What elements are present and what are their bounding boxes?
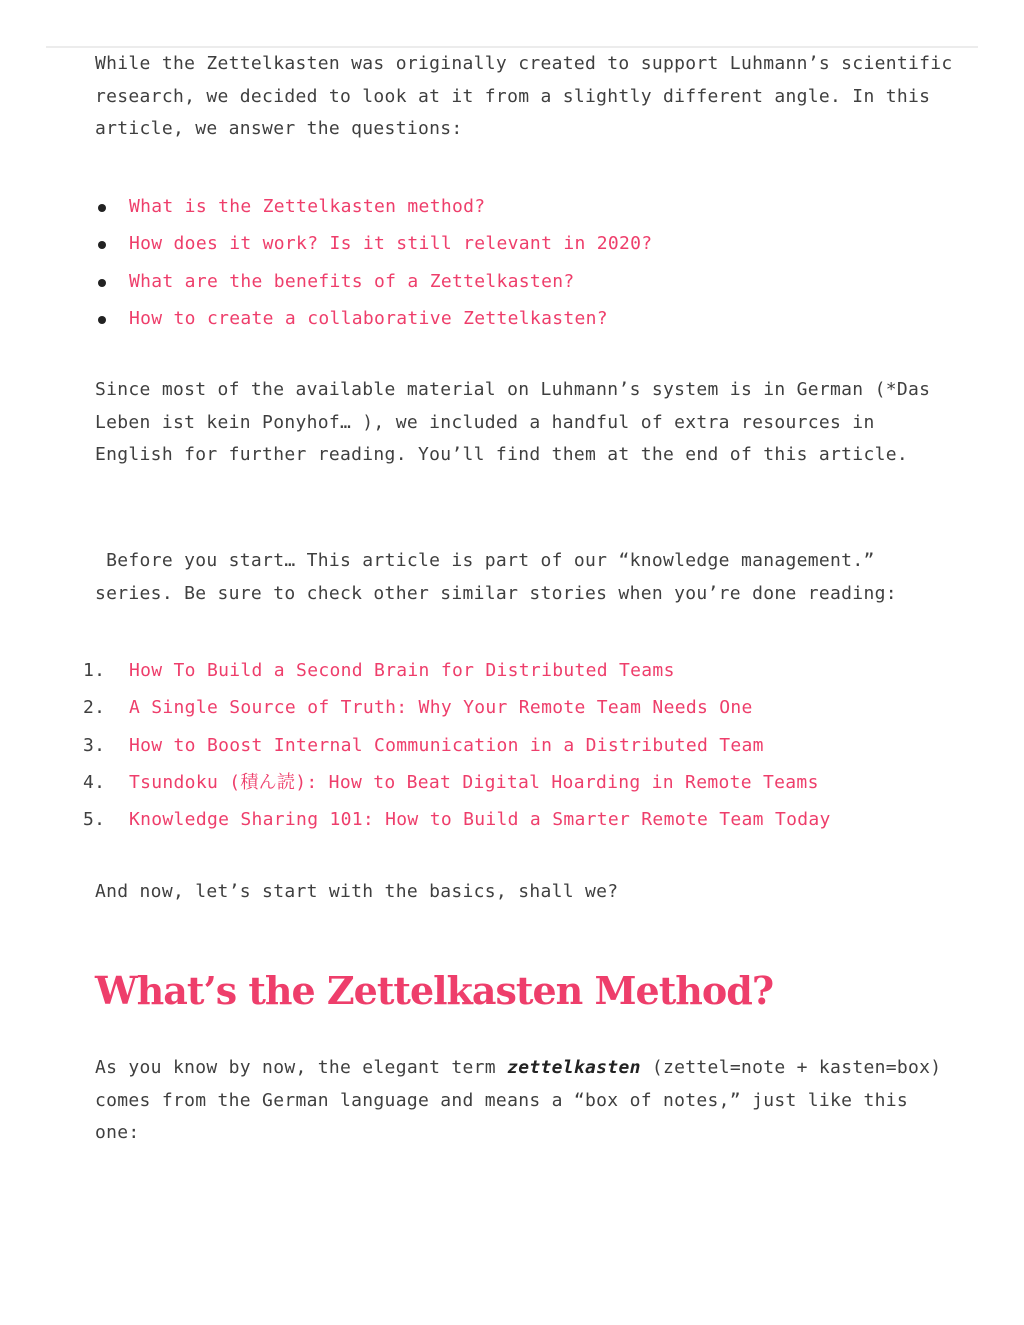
german-note-paragraph: Since most of the available material on Luhmann’s system is in German (*Das Leben ist kein Ponyhof… ), we included a handful of extra resources in English for further reading. You’ll find them at the end of this article. — [95, 379, 931, 465]
intro-paragraph: While the Zettelkasten was originally created to support Luhmann’s scientific research, we decided to look at it from a slightly different angle. In this article, we answer the questions: — [95, 53, 953, 139]
section-heading: What’s the Zettelkasten Method? — [95, 968, 774, 1013]
list-item — [83, 727, 831, 764]
list-number: 5. — [83, 809, 106, 831]
series-note-paragraph: Before you start… This article is part of our “knowledge management.” series. Be sure to check other similar stories when you’re done reading: — [95, 550, 897, 604]
questions-list — [95, 188, 652, 337]
series-link-5[interactable]: Knowledge Sharing 101: How to Build a Smarter Remote Team Today — [129, 809, 831, 831]
section-text-after: (zettel=note + kasten=box) comes from the German language and means a “box of notes,” just like this one: — [95, 1057, 942, 1143]
transition-paragraph: And now, let’s start with the basics, shall we? — [95, 881, 619, 902]
question-link-1[interactable]: What is the Zettelkasten method? — [129, 196, 486, 217]
question-link-3[interactable]: What are the benefits of a Zettelkasten? — [129, 270, 575, 292]
list-number: 1. — [83, 660, 106, 681]
list-item — [95, 300, 652, 337]
list-item — [95, 188, 652, 225]
question-link-2[interactable]: How does it work? Is it still relevant in 2020? — [129, 233, 653, 255]
list-item — [95, 263, 652, 300]
list-item — [95, 225, 652, 262]
section-text-before: As you know by now, the elegant term — [95, 1057, 508, 1078]
bullet-icon — [98, 241, 106, 249]
question-link-4[interactable]: How to create a collaborative Zettelkasten? — [129, 307, 608, 329]
series-link-3[interactable]: How to Boost Internal Communication in a Distributed Team — [129, 734, 764, 756]
series-link-1[interactable]: How To Build a Second Brain for Distributed Teams — [129, 660, 675, 681]
section-paragraph — [95, 1052, 955, 1150]
bullet-icon — [98, 279, 106, 287]
zettelkasten-term: zettelkasten — [507, 1057, 641, 1078]
series-link-4[interactable]: Tsundoku (積ん読): How to Beat Digital Hoarding in Remote Teams — [129, 771, 819, 793]
list-item — [83, 652, 831, 689]
list-item — [83, 764, 831, 801]
list-item — [83, 689, 831, 726]
list-number: 3. — [83, 734, 106, 756]
bullet-icon — [98, 204, 106, 212]
list-number: 2. — [83, 697, 106, 719]
list-item — [83, 801, 831, 838]
series-links-list — [83, 652, 831, 838]
series-link-2[interactable]: A Single Source of Truth: Why Your Remote Team Needs One — [129, 697, 753, 719]
bullet-icon — [98, 316, 106, 324]
list-number: 4. — [83, 771, 106, 793]
